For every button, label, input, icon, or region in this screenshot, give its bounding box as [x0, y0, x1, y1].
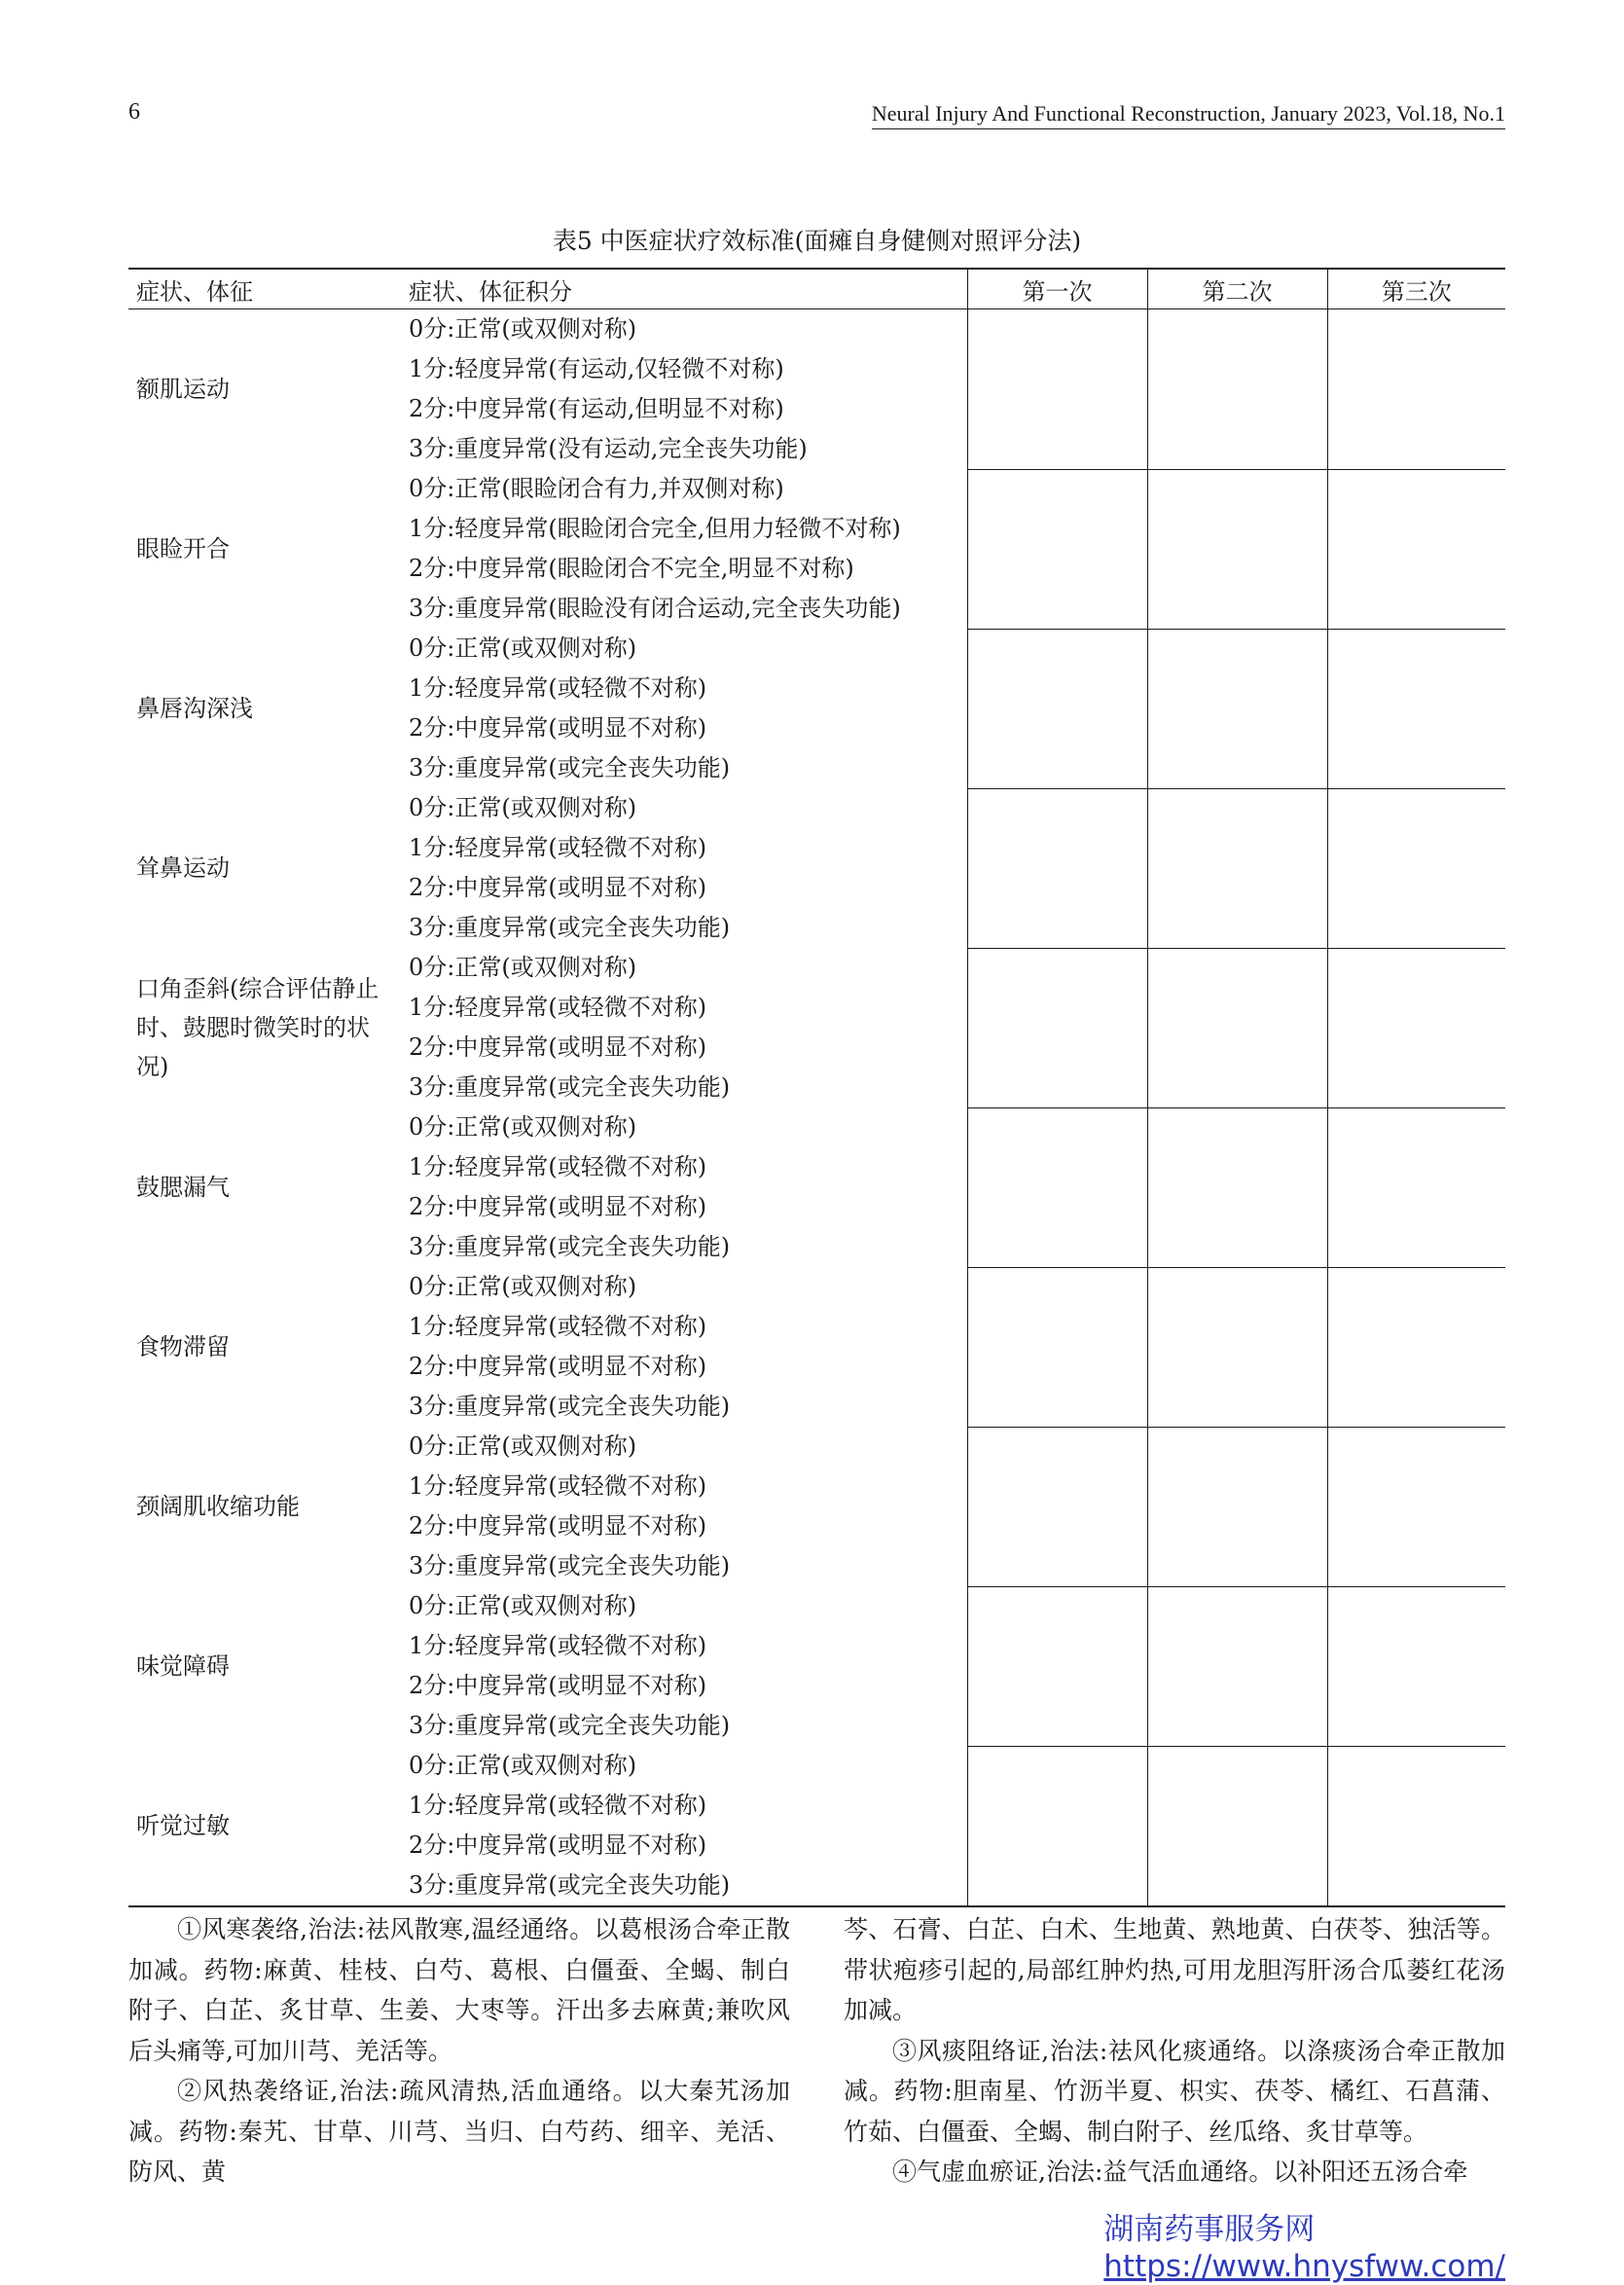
- running-header: Neural Injury And Functional Reconstruction, January 2023, Vol.18, No.1: [872, 101, 1505, 129]
- score-criteria-cell: [401, 469, 967, 629]
- score-criteria-cell: [401, 309, 967, 470]
- score-first-cell: [967, 1267, 1147, 1427]
- header-score: 症状、体征积分: [401, 269, 967, 309]
- score-third-cell: [1327, 469, 1505, 629]
- score-criteria-cell: [401, 1107, 967, 1267]
- score-third-cell: [1327, 1427, 1505, 1586]
- score-second-cell: [1147, 1427, 1327, 1586]
- score-line: 0分:正常(或双侧对称): [409, 1113, 637, 1141]
- body-column-right: [844, 1909, 1505, 2193]
- score-first-cell: [967, 948, 1147, 1107]
- score-first-cell: [967, 1746, 1147, 1906]
- table-row: [128, 1427, 1505, 1586]
- table-row: [128, 1267, 1505, 1427]
- paragraph: ②风热袭络证,治法:疏风清热,活血通络。以大秦艽汤加减。药物:秦艽、甘草、川芎、当归、白芍药、细辛、羌活、防风、黄: [128, 2077, 790, 2186]
- score-line: 2分:中度异常(或明显不对称): [409, 1193, 707, 1220]
- score-line: 3分:重度异常(或完全丧失功能): [409, 914, 731, 941]
- score-criteria-cell: [401, 788, 967, 948]
- score-line: 3分:重度异常(或完全丧失功能): [409, 1393, 731, 1420]
- score-second-cell: [1147, 1267, 1327, 1427]
- score-line: 0分:正常(或双侧对称): [409, 1752, 637, 1779]
- score-line: 0分:正常(或双侧对称): [409, 315, 637, 343]
- score-second-cell: [1147, 1746, 1327, 1906]
- score-second-cell: [1147, 788, 1327, 948]
- score-line: 1分:轻度异常(或轻微不对称): [409, 1792, 707, 1819]
- score-first-cell: [967, 469, 1147, 629]
- score-line: 2分:中度异常(或明显不对称): [409, 1034, 707, 1061]
- score-criteria-cell: [401, 1746, 967, 1906]
- score-third-cell: [1327, 1586, 1505, 1746]
- symptom-cell: 颈阔肌收缩功能: [136, 1493, 300, 1520]
- score-line: 3分:重度异常(眼睑没有闭合运动,完全丧失功能): [409, 595, 901, 622]
- score-third-cell: [1327, 1267, 1505, 1427]
- score-line: 2分:中度异常(或明显不对称): [409, 1832, 707, 1859]
- header-symptom: 症状、体征: [128, 269, 401, 309]
- score-first-cell: [967, 788, 1147, 948]
- score-criteria-cell: [401, 948, 967, 1107]
- table-row: [128, 1586, 1505, 1746]
- score-line: 0分:正常(或双侧对称): [409, 1273, 637, 1300]
- score-line: 2分:中度异常(或明显不对称): [409, 874, 707, 901]
- score-third-cell: [1327, 788, 1505, 948]
- score-line: 3分:重度异常(或完全丧失功能): [409, 1552, 731, 1579]
- score-second-cell: [1147, 469, 1327, 629]
- score-line: 0分:正常(或双侧对称): [409, 635, 637, 662]
- table-row: [128, 1746, 1505, 1906]
- score-second-cell: [1147, 309, 1327, 470]
- header-second: 第二次: [1147, 269, 1327, 309]
- score-second-cell: [1147, 1586, 1327, 1746]
- score-line: 0分:正常(或双侧对称): [409, 954, 637, 981]
- symptom-cell: 眼睑开合: [136, 535, 230, 562]
- table-row: [128, 948, 1505, 1107]
- score-first-cell: [967, 1427, 1147, 1586]
- page-number: 6: [128, 99, 140, 125]
- table-row: [128, 469, 1505, 629]
- body-column-left: [128, 1909, 790, 2193]
- score-third-cell: [1327, 948, 1505, 1107]
- score-criteria-cell: [401, 1267, 967, 1427]
- score-third-cell: [1327, 629, 1505, 788]
- table-row: [128, 629, 1505, 788]
- score-line: 1分:轻度异常(或轻微不对称): [409, 1632, 707, 1659]
- score-third-cell: [1327, 1107, 1505, 1267]
- paragraph: ④气虚血瘀证,治法:益气活血通络。以补阳还五汤合牵: [892, 2158, 1468, 2186]
- scoring-table: [128, 268, 1505, 1907]
- score-line: 2分:中度异常(有运动,但明显不对称): [409, 395, 784, 422]
- symptom-cell: 听觉过敏: [128, 1746, 401, 1906]
- score-criteria-cell: [401, 1427, 967, 1586]
- watermark-url[interactable]: https://www.hnysfww.com/: [1103, 2249, 1505, 2284]
- score-line: 1分:轻度异常(或轻微不对称): [409, 1472, 707, 1500]
- score-line: 0分:正常(或双侧对称): [409, 1433, 637, 1460]
- score-line: 2分:中度异常(或明显不对称): [409, 1672, 707, 1699]
- watermark-site-name: 湖南药事服务网: [1103, 2212, 1316, 2247]
- score-line: 1分:轻度异常(或轻微不对称): [409, 1313, 707, 1340]
- score-line: 2分:中度异常(或明显不对称): [409, 1512, 707, 1540]
- score-line: 3分:重度异常(或完全丧失功能): [409, 1073, 731, 1101]
- paragraph-continuation: 芩、石膏、白芷、白术、生地黄、熟地黄、白茯苓、独活等。带状疱疹引起的,局部红肿灼热,可用龙胆泻肝汤合瓜蒌红花汤加减。: [844, 1915, 1505, 2024]
- score-line: 2分:中度异常(或明显不对称): [409, 714, 707, 742]
- paragraph: ①风寒袭络,治法:祛风散寒,温经通络。以葛根汤合牵正散加减。药物:麻黄、桂枝、白芍、葛根、白僵蚕、全蝎、制白附子、白芷、炙甘草、生姜、大枣等。汗出多去麻黄;兼吹风后头痛等,可加川芎、羌活等。: [128, 1915, 790, 2065]
- body-text: [128, 1909, 1505, 2193]
- header-third: 第三次: [1327, 269, 1505, 309]
- score-line: 1分:轻度异常(有运动,仅轻微不对称): [409, 355, 784, 382]
- score-line: 1分:轻度异常(或轻微不对称): [409, 994, 707, 1021]
- table-row: [128, 1107, 1505, 1267]
- table-row: [128, 788, 1505, 948]
- score-line: 0分:正常(或双侧对称): [409, 1592, 637, 1619]
- score-second-cell: [1147, 629, 1327, 788]
- paragraph: ③风痰阻络证,治法:祛风化痰通络。以涤痰汤合牵正散加减。药物:胆南星、竹沥半夏、枳实、茯苓、橘红、石菖蒲、竹茹、白僵蚕、全蝎、制白附子、丝瓜络、炙甘草等。: [844, 2036, 1505, 2146]
- score-criteria-cell: [401, 629, 967, 788]
- symptom-cell: 鼓腮漏气: [136, 1174, 230, 1201]
- table-body: [128, 309, 1505, 1907]
- symptom-cell: 食物滞留: [136, 1333, 230, 1360]
- score-line: 3分:重度异常(没有运动,完全丧失功能): [409, 435, 808, 462]
- header-first: 第一次: [967, 269, 1147, 309]
- symptom-cell: 耸鼻运动: [136, 854, 230, 882]
- score-second-cell: [1147, 948, 1327, 1107]
- score-line: 2分:中度异常(眼睑闭合不完全,明显不对称): [409, 555, 854, 582]
- score-line: 0分:正常(眼睑闭合有力,并双侧对称): [409, 475, 784, 502]
- table-row: [128, 309, 1505, 470]
- score-line: 2分:中度异常(或明显不对称): [409, 1353, 707, 1380]
- score-first-cell: [967, 1586, 1147, 1746]
- score-line: 1分:轻度异常(或轻微不对称): [409, 834, 707, 861]
- symptom-cell: 鼻唇沟深浅: [136, 695, 253, 722]
- table-header-row: [128, 269, 1505, 309]
- score-first-cell: [967, 629, 1147, 788]
- symptom-cell: 味觉障碍: [136, 1652, 230, 1680]
- score-first-cell: [967, 1107, 1147, 1267]
- score-line: 0分:正常(或双侧对称): [409, 794, 637, 821]
- score-line: 1分:轻度异常(或轻微不对称): [409, 1153, 707, 1180]
- score-line: 1分:轻度异常(眼睑闭合完全,但用力轻微不对称): [409, 515, 901, 542]
- score-second-cell: [1147, 1107, 1327, 1267]
- score-line: 3分:重度异常(或完全丧失功能): [409, 1712, 731, 1739]
- score-third-cell: [1327, 309, 1505, 470]
- score-line: 1分:轻度异常(或轻微不对称): [409, 674, 707, 702]
- watermark: [1103, 2211, 1505, 2285]
- score-line: 3分:重度异常(或完全丧失功能): [409, 1233, 731, 1260]
- score-third-cell: [1327, 1746, 1505, 1906]
- symptom-cell: 额肌运动: [136, 376, 230, 403]
- score-first-cell: [967, 309, 1147, 470]
- score-criteria-cell: [401, 1586, 967, 1746]
- table-caption: 表5 中医症状疗效标准(面瘫自身健侧对照评分法): [552, 227, 1082, 255]
- score-line: 3分:重度异常(或完全丧失功能): [409, 1871, 731, 1899]
- score-line: 3分:重度异常(或完全丧失功能): [409, 754, 731, 781]
- symptom-cell: 口角歪斜(综合评估静止时、鼓腮时微笑时的状况): [136, 975, 379, 1080]
